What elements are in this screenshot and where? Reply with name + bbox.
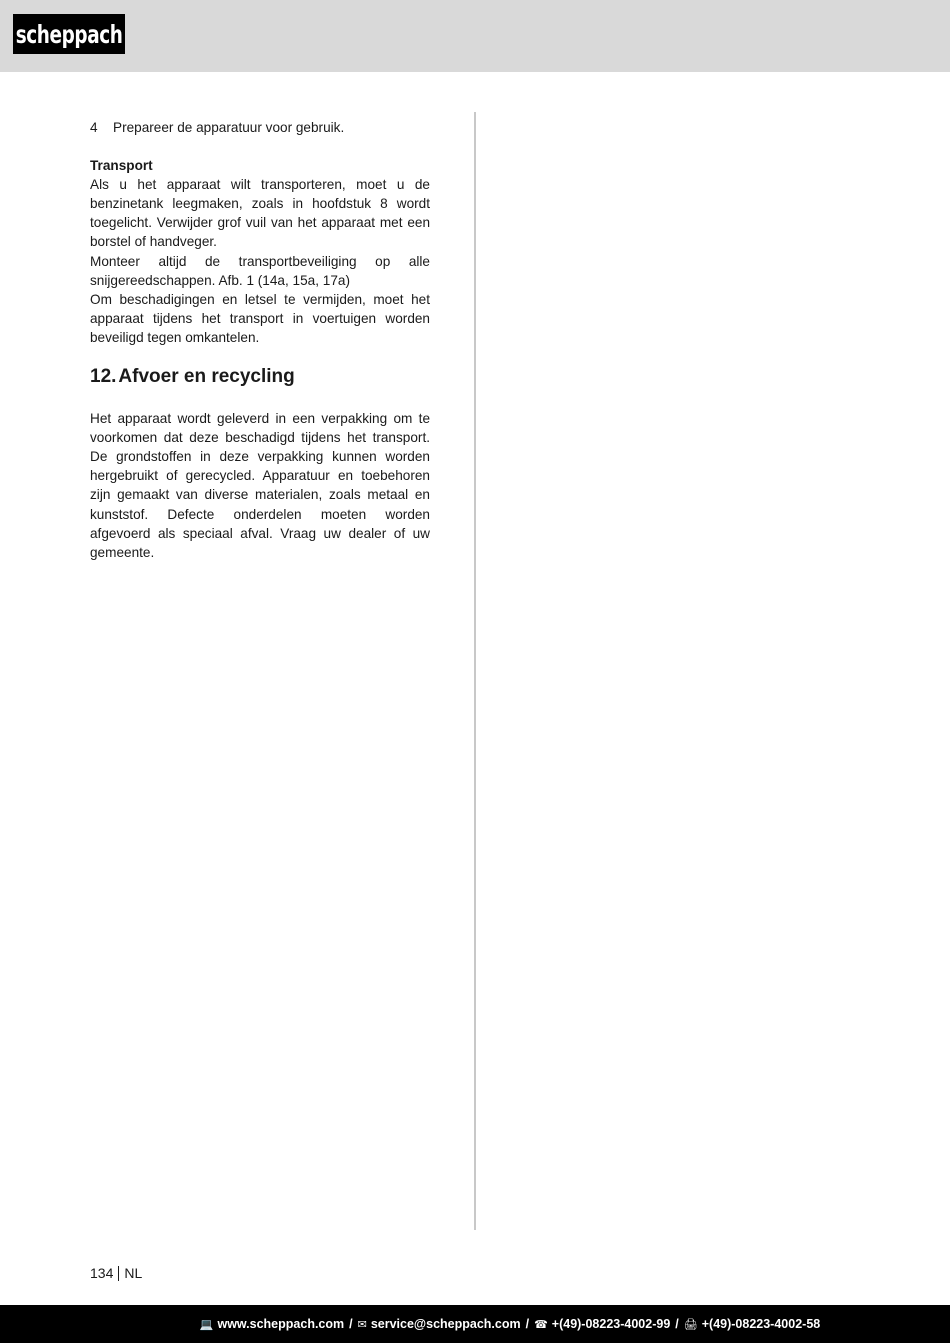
step-number: 4 bbox=[90, 120, 98, 135]
step-item bbox=[90, 118, 430, 137]
column-divider bbox=[474, 112, 476, 1230]
step-text: Prepareer de apparatuur voor gebruik. bbox=[113, 120, 345, 135]
page-header bbox=[0, 0, 950, 72]
mail-icon: ✉ bbox=[357, 1318, 367, 1331]
fax-icon: 🖨 bbox=[683, 1318, 698, 1331]
transport-paragraph-3: Om beschadigingen en letsel te vermijden, moet het apparaat tijdens het transport in voertuigen worden beveiligd tegen omkantelen. bbox=[90, 291, 430, 345]
recycling-paragraph: Het apparaat wordt geleverd in een verpakking om te voorkomen dat deze beschadigd tijdens het transport. De grondstoffen in deze verpakking kunnen worden hergebruikt of gerecycled. Apparatuur en toebehoren zijn gemaakt van diverse materialen, zoals metaal en kunststof. Defecte onderdelen moeten worden afgevoerd als speciaal afval. Vraag uw dealer of uw gemeente. bbox=[90, 411, 430, 560]
separator: / bbox=[525, 1317, 530, 1331]
section-title: Afvoer en recycling bbox=[118, 366, 295, 388]
left-column bbox=[90, 118, 430, 562]
transport-heading: Transport bbox=[90, 158, 153, 174]
page-number bbox=[90, 1264, 142, 1282]
contact-line bbox=[200, 1317, 820, 1331]
page-number-value: 134 bbox=[90, 1265, 114, 1281]
fax-number: +(49)-08223-4002-58 bbox=[701, 1317, 821, 1331]
phone-icon: ☎ bbox=[534, 1318, 548, 1331]
page-language: NL bbox=[124, 1265, 143, 1281]
website-link[interactable]: www.scheppach.com bbox=[217, 1317, 345, 1331]
separator: / bbox=[675, 1317, 679, 1331]
section-number: 12. bbox=[90, 366, 117, 388]
brand-logo bbox=[13, 14, 125, 54]
computer-icon: 💻 bbox=[199, 1318, 214, 1331]
email-link[interactable]: service@scheppach.com bbox=[370, 1317, 521, 1331]
transport-paragraph-1: Als u het apparaat wilt transporteren, moet u de benzinetank leegmaken, zoals in hoofdstuk 8 wordt toegelicht. Verwijder grof vuil van het apparaat met een borstel of handveger. bbox=[90, 177, 430, 250]
phone-number[interactable]: +(49)-08223-4002-99 bbox=[551, 1317, 671, 1331]
separator: / bbox=[349, 1317, 353, 1331]
page-number-separator bbox=[118, 1266, 119, 1281]
section-heading bbox=[90, 365, 430, 389]
page-footer bbox=[0, 1305, 950, 1343]
brand-logo-text: scheppach bbox=[15, 19, 123, 49]
transport-paragraph-2: Monteer altijd de transportbeveiliging op alle snijgereedschappen. Afb. 1 (14a, 15a, 17a) bbox=[90, 253, 430, 288]
